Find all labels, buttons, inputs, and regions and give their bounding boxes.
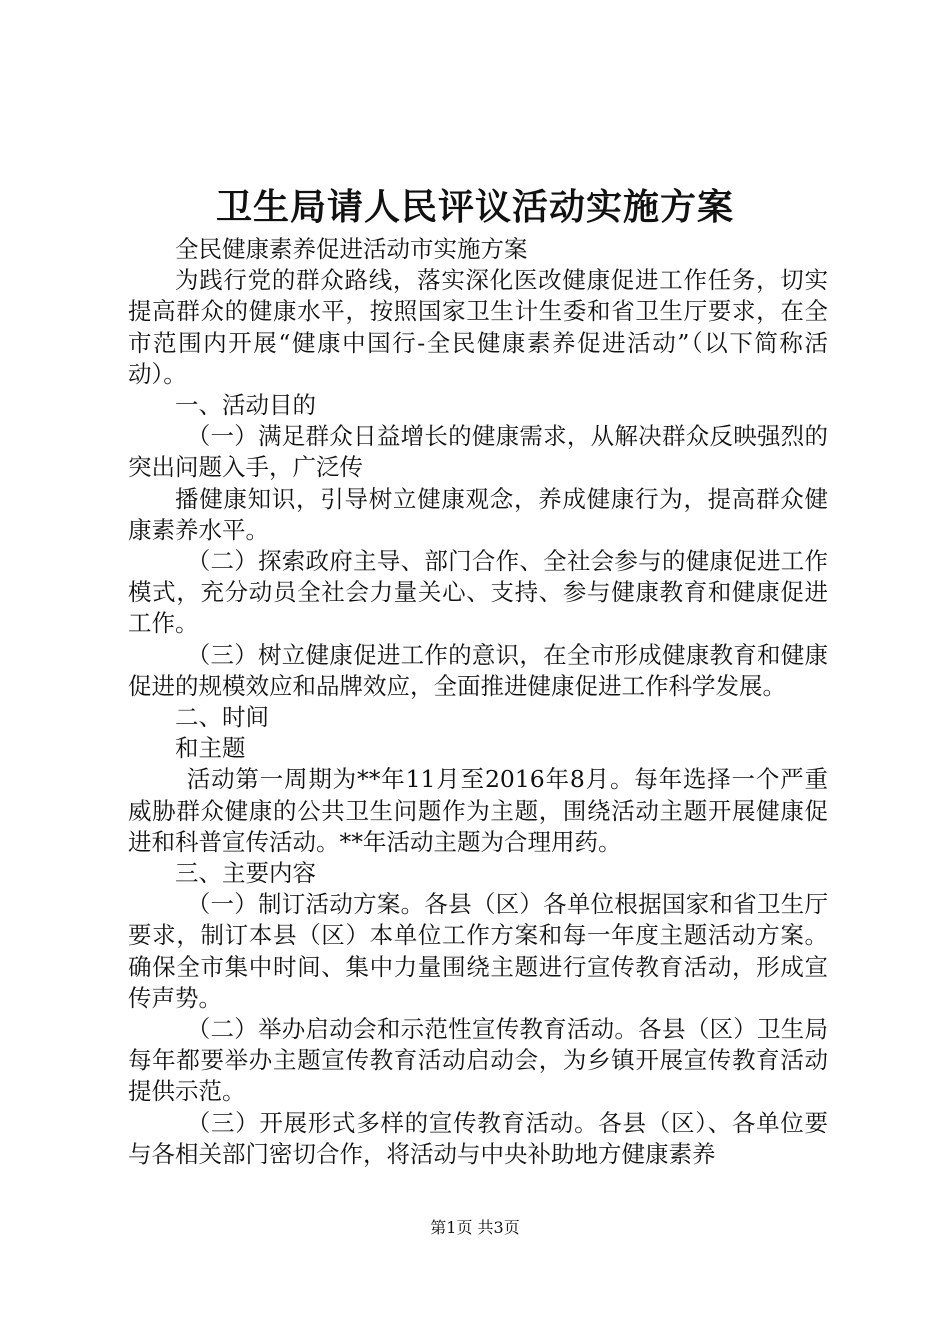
paragraph-subtitle: 全民健康素养促进活动市实施方案 bbox=[175, 235, 528, 263]
paragraph-goal-3: （三）树立健康促进工作的意识，在全市形成健康教育和健康促进的规模效应和品牌效应，全面推进健康促进工作科学发展。 bbox=[128, 640, 828, 700]
paragraph-intro: 为践行党的群众路线，落实深化医改健康促进工作任务，切实提高群众的健康水平，按照国家卫生计生委和省卫生厅要求，在全市范围内开展“健康中国行-全民健康素养促进活动”（以下简称活动）。 bbox=[128, 266, 828, 388]
paragraph-goal-2: （二）探索政府主导、部门合作、全社会参与的健康促进工作模式，充分动员全社会力量关心、支持、参与健康教育和健康促进工作。 bbox=[128, 547, 828, 638]
paragraph-period: 活动第一周期为**年11月至2016年8月。每年选择一个严重威胁群众健康的公共卫生问题作为主题，围绕活动主题开展健康促进和科普宣传活动。**年活动主题为合理用药。 bbox=[128, 765, 828, 856]
section-heading-content: 三、主要内容 bbox=[175, 859, 316, 888]
section-heading-time: 二、时间 bbox=[175, 703, 269, 732]
section-heading-time-cont: 和主题 bbox=[175, 734, 246, 763]
paragraph-goal-1: （一）满足群众日益增长的健康需求，从解决群众反映强烈的突出问题入手，广泛传 bbox=[128, 422, 828, 482]
document-title: 卫生局请人民评议活动实施方案 bbox=[215, 186, 734, 228]
paragraph-content-2: （二）举办启动会和示范性宣传教育活动。各县（区）卫生局每年都要举办主题宣传教育活动启动会，为乡镇开展宣传教育活动提供示范。 bbox=[128, 1015, 828, 1106]
paragraph-content-1: （一）制订活动方案。各县（区）各单位根据国家和省卫生厅要求，制订本县（区）本单位工作方案和每一年度主题活动方案。确保全市集中时间、集中力量围绕主题进行宣传教育活动，形成宣传声势。 bbox=[128, 890, 828, 1012]
page-footer: 第1页 共3页 bbox=[430, 1218, 520, 1237]
document-body bbox=[128, 234, 828, 1170]
paragraph-content-3: （三）开展形式多样的宣传教育活动。各县（区）、各单位要与各相关部门密切合作，将活动与中央补助地方健康素养 bbox=[128, 1108, 828, 1168]
paragraph-goal-1-cont: 播健康知识，引导树立健康观念，养成健康行为，提高群众健康素养水平。 bbox=[128, 484, 828, 544]
section-heading-goals: 一、活动目的 bbox=[175, 391, 316, 420]
